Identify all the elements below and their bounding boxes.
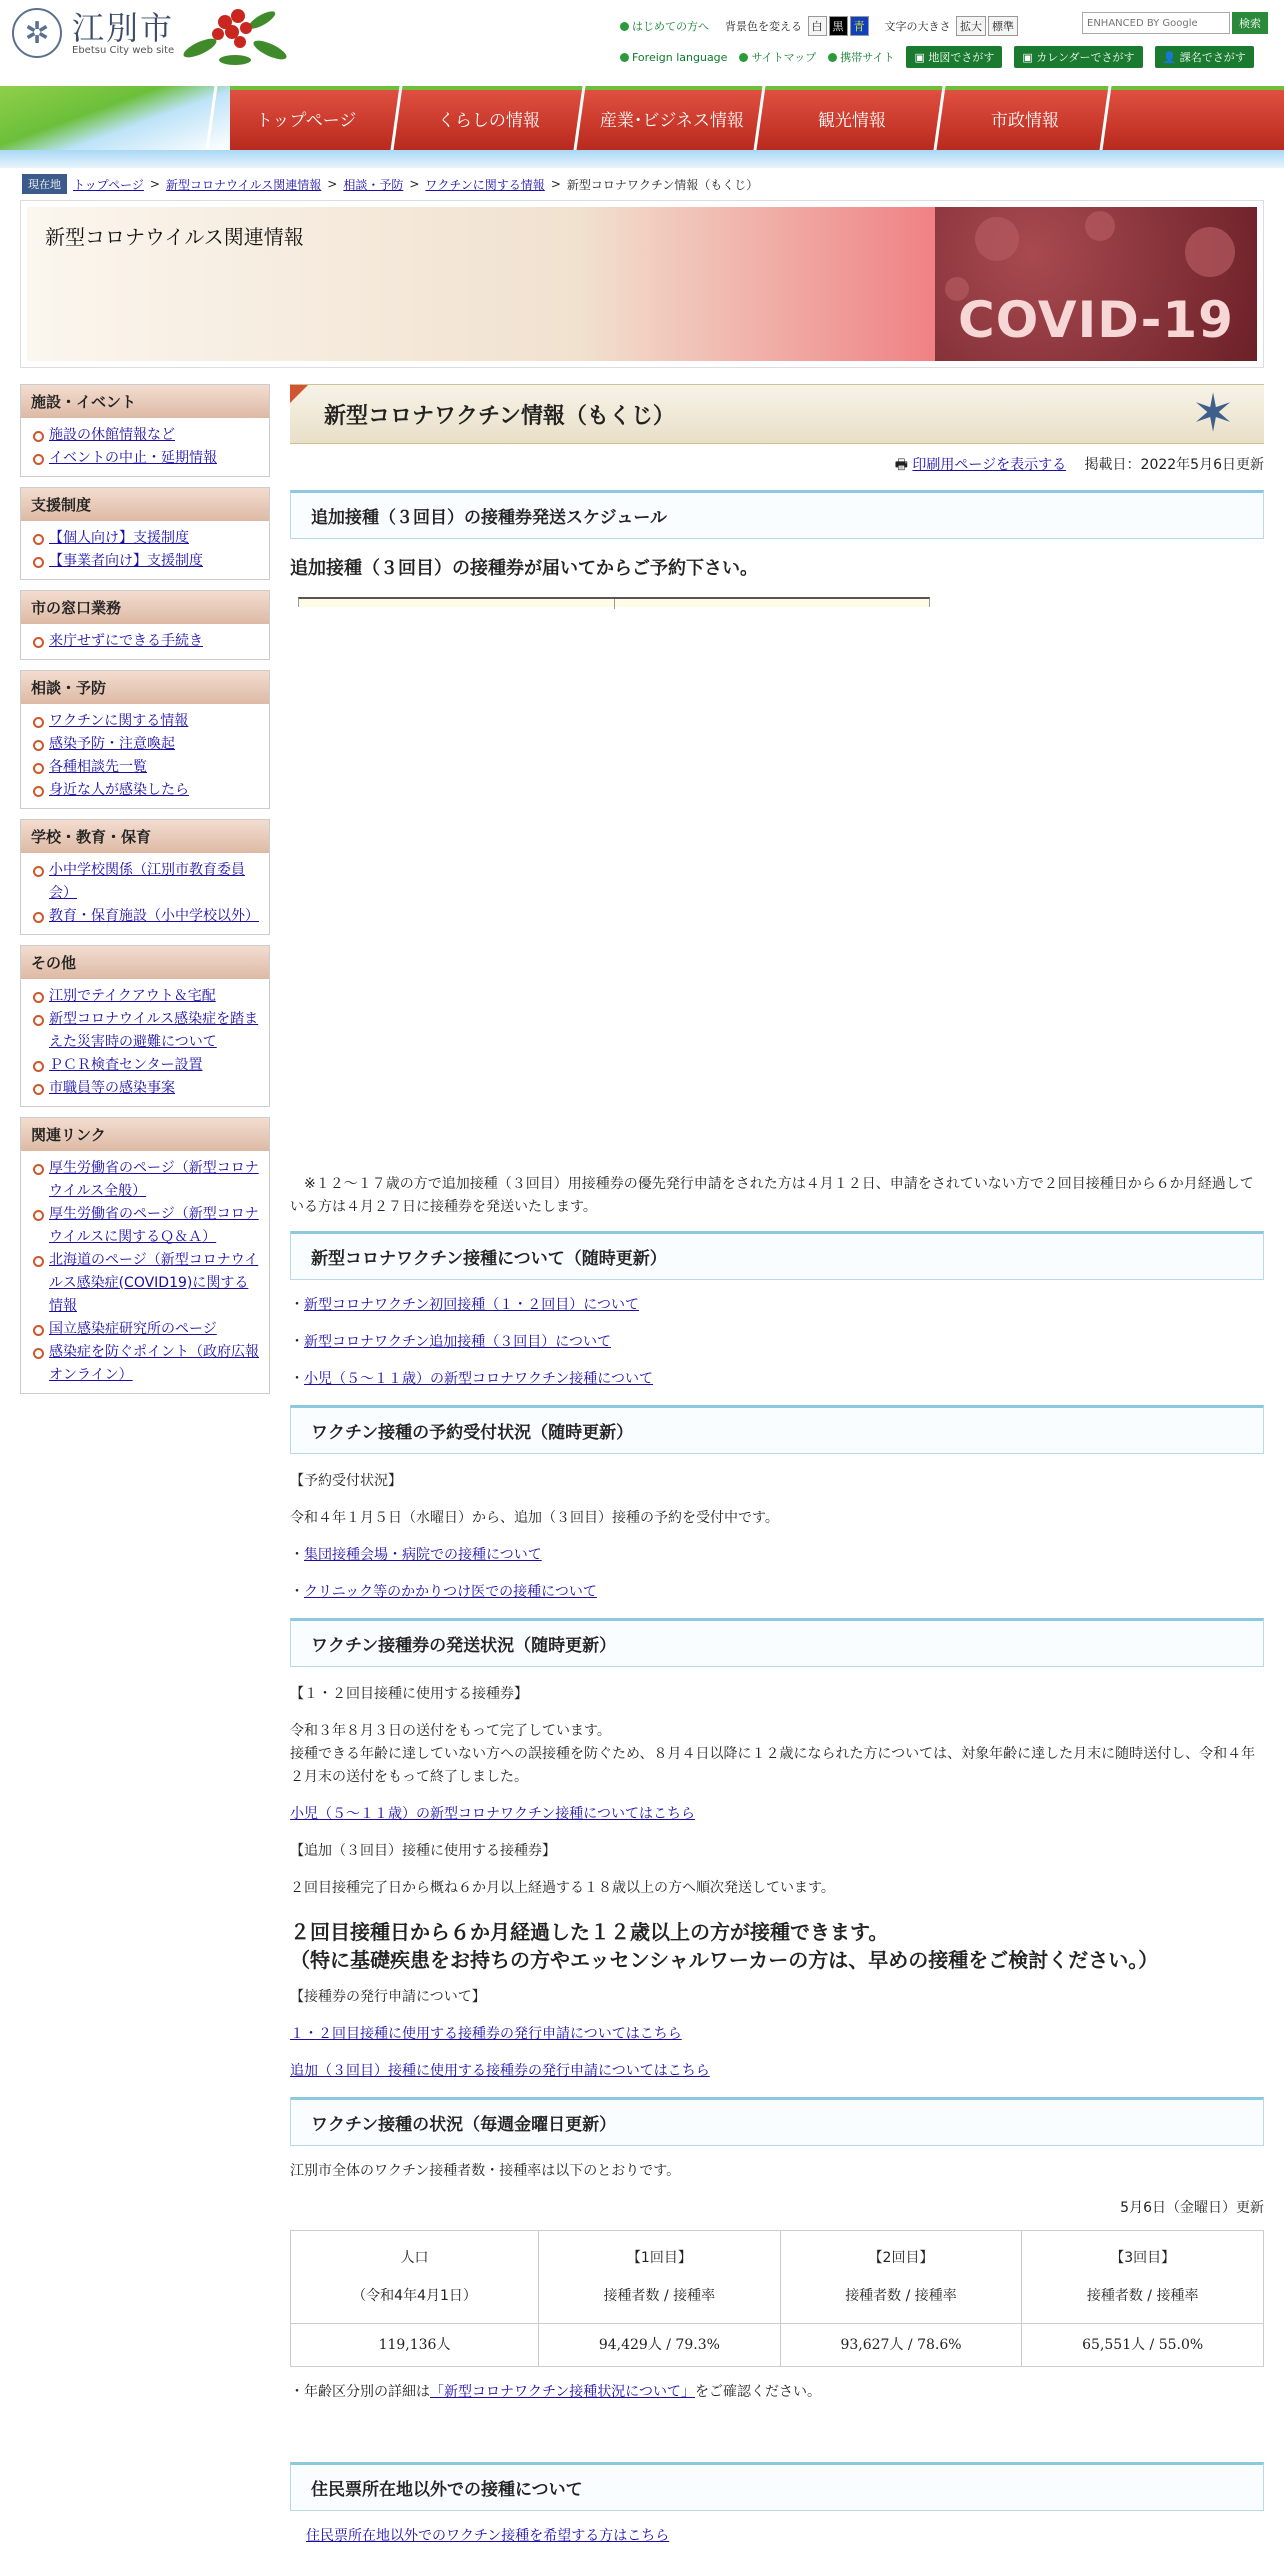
section-heading: ワクチン接種の予約受付状況（随時更新）	[290, 1405, 1264, 1454]
sidebar-link-text[interactable]: 来庁せずにできる手続き	[49, 633, 203, 649]
nav-decoration	[0, 86, 230, 150]
sidebar-link-text[interactable]: ＰＣＲ検査センター設置	[49, 1057, 203, 1073]
vaccination-stats-table	[290, 2230, 1264, 2367]
sidebar-link-text[interactable]: 市職員等の感染事案	[49, 1080, 175, 1096]
page-meta	[290, 454, 1264, 476]
search-button[interactable]: 検索	[1232, 12, 1268, 34]
sidebar-box	[20, 819, 270, 935]
foreign-language-link[interactable]: Foreign language	[620, 51, 727, 64]
sidebar-link[interactable]	[31, 1203, 261, 1249]
section-heading: 追加接種（３回目）の接種券発送スケジュール	[290, 490, 1264, 539]
stats-detail-line: ・年齢区分別の詳細は「新型コロナワクチン接種状況について」をご確認ください。	[290, 2384, 822, 2400]
site-logo[interactable]	[12, 8, 174, 58]
sidebar-box	[20, 1117, 270, 1394]
sidebar-box	[20, 487, 270, 580]
sidebar-link[interactable]	[31, 527, 261, 550]
section-text: 接種できる年齢に達していない方への誤接種を防ぐため、８月４日以降に１２歳になられた方については、対象年齢に達した月末に随時送付し、令和４年２月末の送付をもって終了しました。	[290, 1746, 1256, 1785]
section-heading: ワクチン接種券の発送状況（随時更新）	[290, 1618, 1264, 1667]
sidebar-link-text[interactable]: 北海道のページ（新型コロナウイルス感染症(COVID19)に関する情報	[49, 1252, 259, 1314]
table-cell: 93,627人 / 78.6%	[780, 2324, 1022, 2367]
sidebar-link-text[interactable]: 国立感染症研究所のページ	[49, 1321, 217, 1337]
booster-vaccination-link[interactable]: 新型コロナワクチン追加接種（３回目）について	[304, 1334, 612, 1350]
city-star-icon: ✶	[1191, 384, 1235, 444]
sidebar-box	[20, 670, 270, 809]
sidebar-link[interactable]	[31, 859, 261, 905]
sidebar-link[interactable]	[31, 1157, 261, 1203]
sidebar-link-text[interactable]: ワクチンに関する情報	[49, 713, 189, 729]
search-input[interactable]	[1082, 12, 1230, 34]
out-of-area-vaccination-link[interactable]: 住民票所在地以外でのワクチン接種を希望する方はこちら	[306, 2528, 670, 2544]
breadcrumb-badge: 現在地	[22, 174, 67, 194]
sidebar-link-text[interactable]: 身近な人が感染したら	[49, 782, 189, 798]
breadcrumb-link[interactable]: ワクチンに関する情報	[425, 177, 545, 192]
section-text: 令和４年１月５日（水曜日）から、追加（３回目）接種の予約を受付中です。	[290, 1510, 779, 1526]
sidebar-link-text[interactable]: 江別でテイクアウト＆宅配	[49, 988, 216, 1004]
ticket-application-link[interactable]: １・２回目接種に使用する接種券の発行申請についてはこちら	[290, 2026, 682, 2042]
sidebar-link[interactable]	[31, 550, 261, 573]
bg-blue-button[interactable]: 青	[850, 16, 869, 36]
group-vaccination-link[interactable]: 集団接種会場・病院での接種について	[304, 1547, 542, 1563]
bg-color-control: 背景色を変える 白 黒 青	[725, 16, 869, 36]
breadcrumb-link[interactable]: 新型コロナウイルス関連情報	[165, 177, 322, 192]
child-vaccination-link[interactable]: 小児（５～１１歳）の新型コロナワクチン接種についてはこちら	[290, 1806, 696, 1822]
banner-title: 新型コロナウイルス関連情報	[45, 225, 304, 249]
child-vaccination-link[interactable]: 小児（５～１１歳）の新型コロナワクチン接種について	[304, 1371, 654, 1387]
sidebar-box	[20, 590, 270, 660]
nav-end-cap	[1100, 86, 1284, 150]
section-text: ２回目接種完了日から概ね６か月以上経過する１８歳以上の方へ順次発送しています。	[290, 1880, 835, 1896]
initial-vaccination-link[interactable]: 新型コロナワクチン初回接種（１・２回目）について	[304, 1297, 640, 1313]
font-enlarge-button[interactable]: 拡大	[956, 16, 986, 36]
table-header: 【2回目】 接種者数 / 接種率	[780, 2231, 1022, 2324]
notice-line: ２回目接種日から６か月経過した１２歳以上の方が接種できます。	[290, 1920, 889, 1944]
booster-ticket-application-link[interactable]: 追加（３回目）接種に使用する接種券の発行申請についてはこちら	[290, 2063, 710, 2079]
sidebar-link-text[interactable]: 【個人向け】支援制度	[49, 530, 189, 546]
clinic-vaccination-link[interactable]: クリニック等のかかりつけ医での接種について	[304, 1584, 597, 1600]
city-emblem-icon: ✲	[12, 8, 62, 58]
schedule-table-edge	[298, 597, 930, 607]
publish-date: 掲載日：2022年5月6日更新	[1084, 457, 1264, 473]
print-page-link[interactable]: 印刷用ページを表示する	[912, 457, 1067, 473]
sitemap-link[interactable]: サイトマップ	[739, 49, 816, 65]
sidebar-link-text[interactable]: 小中学校関係（江別市教育委員会）	[49, 862, 245, 901]
sidebar-link[interactable]	[31, 447, 261, 470]
mobile-site-link[interactable]: 携帯サイト	[828, 49, 894, 65]
sidebar-link-text[interactable]: 新型コロナウイルス感染症を踏まえた災害時の避難について	[49, 1011, 259, 1050]
sidebar	[20, 384, 270, 1404]
sidebar-link-text[interactable]: 教育・保育施設（小中学校以外）	[49, 908, 259, 924]
printer-icon: 🖶	[894, 457, 908, 473]
breadcrumb-link[interactable]: 相談・予防	[343, 177, 404, 192]
sidebar-link[interactable]	[31, 1077, 261, 1100]
sidebar-link[interactable]	[31, 756, 261, 779]
bg-white-button[interactable]: 白	[808, 16, 827, 36]
sidebar-heading: 相談・予防	[21, 671, 269, 704]
sidebar-heading: 市の窓口業務	[21, 591, 269, 624]
sidebar-link-text[interactable]: 感染症を防ぐポイント（政府広報オンライン）	[49, 1344, 259, 1383]
map-search-button[interactable]: ▣ 地図でさがす	[906, 46, 1002, 68]
sidebar-link[interactable]	[31, 630, 261, 653]
nav-living-info[interactable]: くらしの情報	[391, 86, 585, 150]
table-header: 【3回目】 接種者数 / 接種率	[1022, 2231, 1264, 2324]
sidebar-link[interactable]	[31, 1054, 261, 1077]
sidebar-link[interactable]	[31, 733, 261, 756]
section-subheading: 【１・２回目接種に使用する接種券】	[290, 1686, 528, 1702]
section-search-button[interactable]: 👤 課名でさがす	[1155, 46, 1254, 68]
section-heading: ワクチン接種の状況（毎週金曜日更新）	[290, 2097, 1264, 2146]
sidebar-heading: 学校・教育・保育	[21, 820, 269, 853]
sidebar-link-text[interactable]: イベントの中止・延期情報	[49, 450, 217, 466]
section-heading: 新型コロナワクチン接種について（随時更新）	[290, 1231, 1264, 1280]
sidebar-link[interactable]	[31, 779, 261, 802]
sidebar-link-text[interactable]: 施設の休館情報など	[49, 427, 175, 443]
section-text: 令和３年８月３日の送付をもって完了しています。	[290, 1723, 611, 1739]
table-cell: 94,429人 / 79.3%	[539, 2324, 781, 2367]
sidebar-link[interactable]	[31, 985, 261, 1008]
table-cell: 65,551人 / 55.0%	[1022, 2324, 1264, 2367]
sidebar-link[interactable]	[31, 905, 261, 928]
sidebar-heading: 関連リンク	[21, 1118, 269, 1151]
bg-black-button[interactable]: 黒	[829, 16, 848, 36]
sidebar-link[interactable]	[31, 1318, 261, 1341]
search-box	[1082, 12, 1268, 34]
sidebar-link[interactable]	[31, 1249, 261, 1318]
sidebar-link-text[interactable]: 各種相談先一覧	[49, 759, 147, 775]
sidebar-heading: 支援制度	[21, 488, 269, 521]
sidebar-link[interactable]	[31, 710, 261, 733]
sidebar-link-text[interactable]: 感染予防・注意喚起	[49, 736, 175, 752]
section-heading: 住民票所在地以外での接種について	[290, 2462, 1264, 2511]
sidebar-link-text[interactable]: 【事業者向け】支援制度	[49, 553, 203, 569]
main-content: 新型コロナワクチン情報（もくじ） ✶ 🖶 印刷用ページを表示する 掲載日：2022年5月6日更新 追加接種（３回目）の接種券発送スケジュール 追加接種（３回目）の接種券が届いてからご予約下さい。 ※１２～１７歳の方で追加接種（３回目）用接種券の優先発行申請をされた方は４月１２日、申請をされていない方で２回目接種日から６か月経過している方は４月２７日に接種券を発送いたします。 新型コロナワクチン接種について（随時更新） ・新型コロナワクチン初回接種（１・２回目）について ・新型コロナワクチン追加接種（３回目）について ・小児（５～１１歳）の新型コロナワクチン接種について ワクチン接種の予約受付状況（随時更新） 【予約受付状況】 令和４年１月５日（水曜日）から、追加（３回目）接種の予約を受付中です。 ・集団接種会場・病院での接種について ・クリニック等のかかりつけ医での接種について ワクチン接種券の発送状況（随時更新） 【１・２回目接種に使用する接種券】 令和３年８月３日の送付をもって完了しています。 接種できる年齢に達していない方への誤接種を防ぐため、８月４日以降に１２歳になられた方については、対象年齢に達した月末に随時送付し、令和４年２月末の送付をもって終了しました。 小児（５～１１歳）の新型コロナワクチン接種についてはこちら 【追加（３回目）接種に使用する接種券】 ２回目接種完了日から概ね６か月以上経過する１８歳以上の方へ順次発送しています。 ２回目接種日から６か月経過した１２歳以上の方が接種できます。 （特に基礎疾患をお持ちの方やエッセンシャルワーカーの方は、早めの接種をご検討ください。） 【接種券の発行申請について】 １・２回目接種に使用する接種券の発行申請についてはこちら 追加（３回目）接種に使用する接種券の発行申請についてはこちら ワクチン接種の状況（毎週金曜日更新） 江別市全体のワクチン接種者数・接種率は以下のとおりです。 5月6日（金曜日）更新 人口 （令和4年4月1日） 【1回目】 接種者数 / 接種率 【2回目】 接種者数 / 接種率 【3回目】 接種者数 / 接種率 119,136人 94,429人 / 79.3% 93,627人 / 78.6% 65,551人 / 55.0% ・年齢区分別の詳細は「新型コロナワクチン接種状況について」をご確認ください。 住民票所在地以外での接種について 住民票所在地以外でのワクチン接種を希望する方はこちら	[290, 384, 1264, 2544]
breadcrumb-link[interactable]: トップページ	[73, 177, 144, 192]
section-lead: 追加接種（３回目）の接種券が届いてからご予約下さい。	[290, 558, 758, 579]
sidebar-link[interactable]	[31, 1008, 261, 1054]
category-banner	[20, 200, 1264, 368]
nav-business-info[interactable]: 産業･ビジネス情報	[574, 86, 768, 150]
covid-label: COVID-19	[958, 291, 1234, 349]
section-text: 江別市全体のワクチン接種者数・接種率は以下のとおりです。	[290, 2163, 681, 2179]
logo-name: 江別市	[72, 8, 175, 47]
rowan-berries-icon	[180, 0, 290, 70]
font-standard-button[interactable]: 標準	[988, 16, 1018, 36]
logo-subtitle: Ebetsu City web site	[72, 44, 175, 56]
site-header	[0, 0, 1284, 90]
table-header: 人口 （令和4年4月1日）	[291, 2231, 539, 2324]
breadcrumb-current: 新型コロナワクチン情報（もくじ）	[566, 177, 759, 192]
nav-top-page[interactable]: トップページ	[206, 86, 405, 150]
schedule-note: ※１２～１７歳の方で追加接種（３回目）用接種券の優先発行申請をされた方は４月１２日、申請をされていない方で２回目接種日から６か月経過している方は４月２７日に接種券を発送いたします。	[290, 1176, 1254, 1215]
breadcrumb: 現在地 トップページ > 新型コロナウイルス関連情報 > 相談・予防 > ワクチンに関する情報 > 新型コロナワクチン情報（もくじ）	[22, 174, 758, 194]
stats-update-date: 5月6日（金曜日）更新	[1120, 2200, 1264, 2216]
font-size-control: 文字の大きさ 拡大 標準	[885, 16, 1019, 36]
sky-decoration	[0, 150, 1284, 168]
sidebar-link[interactable]	[31, 1341, 261, 1387]
sidebar-link[interactable]	[31, 424, 261, 447]
covid-image	[935, 207, 1257, 361]
table-cell: 119,136人	[291, 2324, 539, 2367]
beginners-link[interactable]: はじめての方へ	[620, 18, 709, 34]
sidebar-heading: 施設・イベント	[21, 385, 269, 418]
section-subheading: 【予約受付状況】	[290, 1473, 402, 1489]
sidebar-box	[20, 945, 270, 1107]
vaccination-status-link[interactable]: 「新型コロナワクチン接種状況について」	[430, 2384, 696, 2400]
sidebar-heading: その他	[21, 946, 269, 979]
sidebar-link-text[interactable]: 厚生労働省のページ（新型コロナウイルス全般）	[49, 1160, 259, 1199]
calendar-search-button[interactable]: ▣ カレンダーでさがす	[1014, 46, 1142, 68]
section-subheading: 【接種券の発行申請について】	[290, 1989, 486, 2005]
page-title: 新型コロナワクチン情報（もくじ） ✶	[290, 384, 1264, 444]
nav-tourism-info[interactable]: 観光情報	[754, 86, 948, 150]
section-subheading: 【追加（３回目）接種に使用する接種券】	[290, 1843, 556, 1859]
nav-city-admin-info[interactable]: 市政情報	[934, 86, 1113, 150]
table-header: 【1回目】 接種者数 / 接種率	[539, 2231, 781, 2324]
sidebar-link-text[interactable]: 厚生労働省のページ（新型コロナウイルスに関するＱ＆Ａ）	[49, 1206, 259, 1245]
sidebar-box	[20, 384, 270, 477]
notice-line: （特に基礎疾患をお持ちの方やエッセンシャルワーカーの方は、早めの接種をご検討ください。）	[290, 1948, 1159, 1972]
